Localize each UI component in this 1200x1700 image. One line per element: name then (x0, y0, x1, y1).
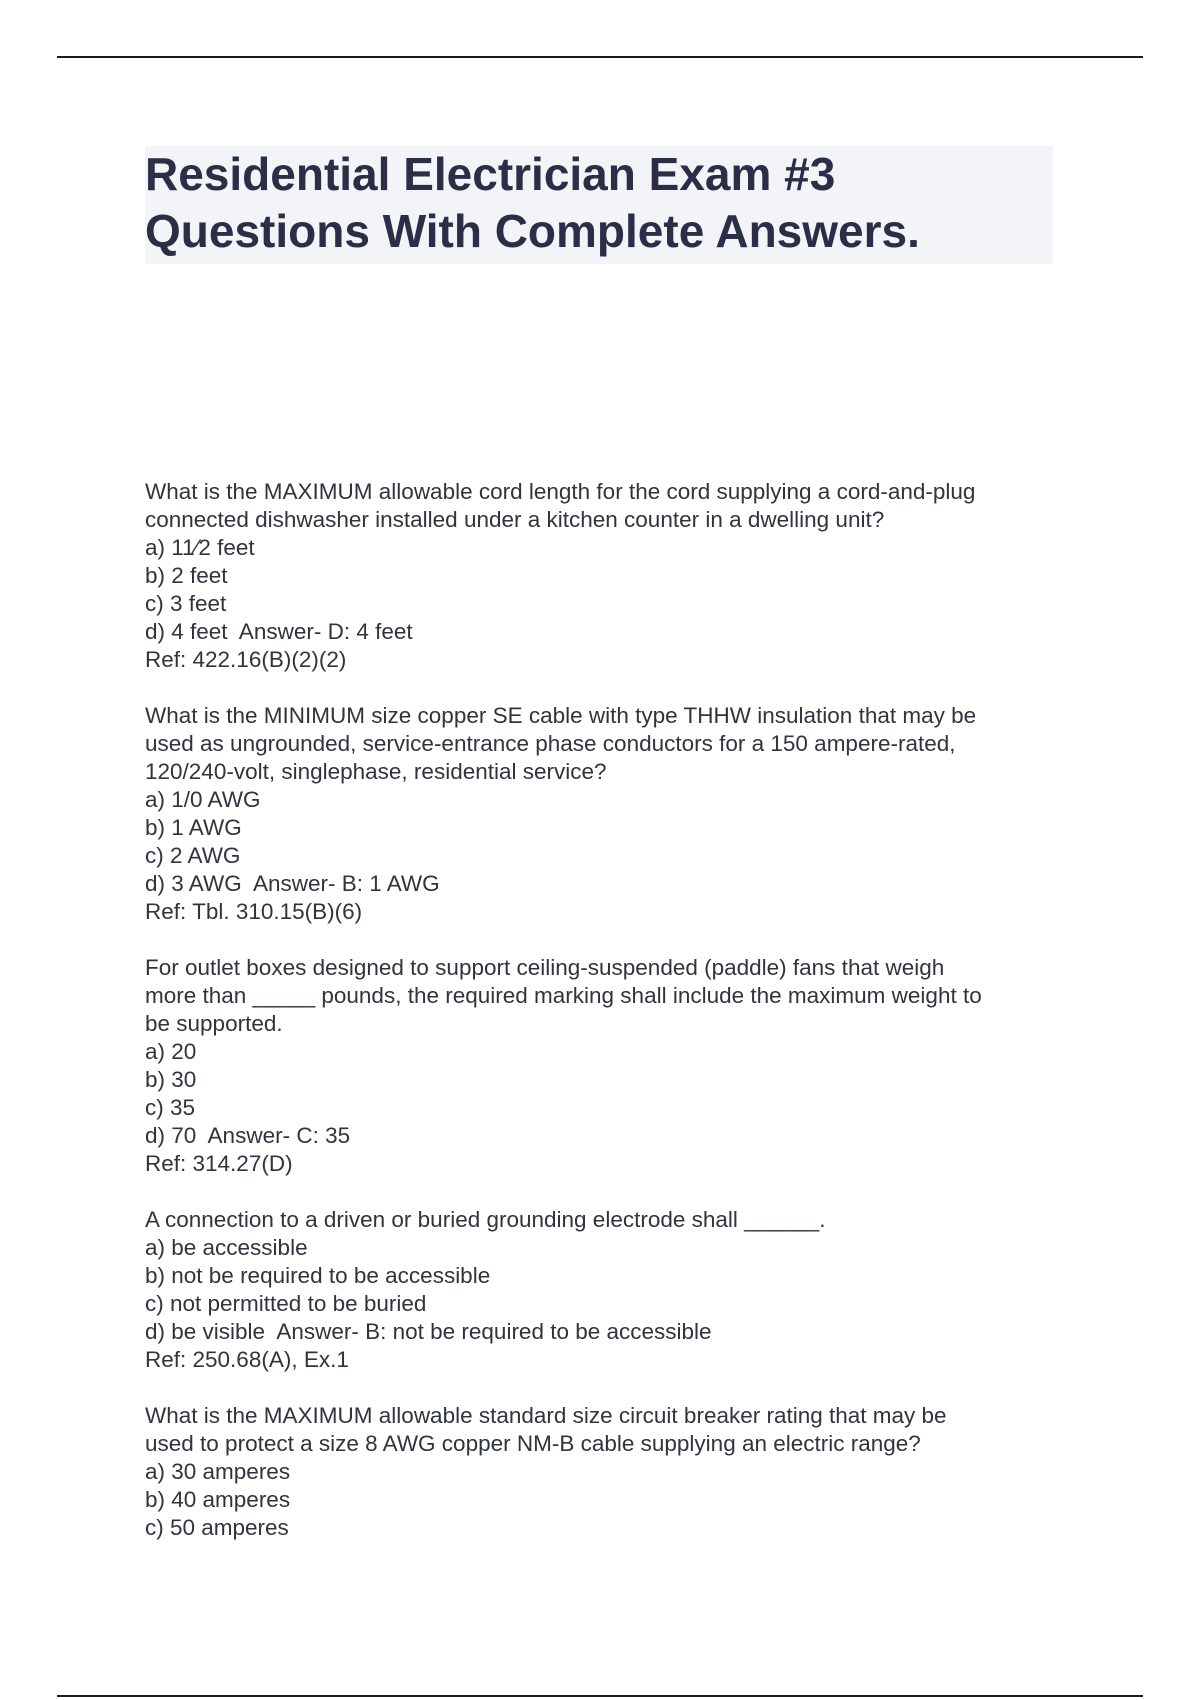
reference: Ref: 250.68(A), Ex.1 (145, 1347, 349, 1372)
option-d-answer: d) 70 Answer- C: 35 (145, 1123, 351, 1148)
question-text: used to protect a size 8 AWG copper NM-B cable supplying an electric range? (145, 1431, 921, 1456)
option-c: c) 35 (145, 1095, 196, 1120)
option-b: b) 30 (145, 1067, 197, 1092)
question-text: What is the MAXIMUM allowable standard size circuit breaker rating that may be (145, 1403, 947, 1428)
option-d-answer: d) be visible Answer- B: not be required to be accessible (145, 1319, 712, 1344)
option-b: b) not be required to be accessible (145, 1263, 491, 1288)
option-a: a) 30 amperes (145, 1459, 291, 1484)
question-text: connected dishwasher installed under a kitchen counter in a dwelling unit? (145, 507, 885, 532)
option-b: b) 40 amperes (145, 1487, 291, 1512)
question-text: more than _____ pounds, the required marking shall include the maximum weight to (145, 983, 982, 1008)
questions-list (145, 478, 1065, 1570)
option-d-answer: d) 3 AWG Answer- B: 1 AWG (145, 871, 440, 896)
top-rule (57, 56, 1143, 58)
question-text: For outlet boxes designed to support ceiling-suspended (paddle) fans that weigh (145, 955, 945, 980)
question-text: 120/240-volt, singlephase, residential service? (145, 759, 607, 784)
question-text: used as ungrounded, service-entrance phase conductors for a 150 ampere-rated, (145, 731, 956, 756)
title-line-2: Questions With Complete Answers. (145, 205, 920, 257)
option-a: a) 20 (145, 1039, 197, 1064)
question-5 (145, 1402, 1065, 1542)
option-a: a) be accessible (145, 1235, 308, 1260)
question-text: What is the MAXIMUM allowable cord length for the cord supplying a cord-and-plug (145, 479, 976, 504)
option-c: c) 50 amperes (145, 1515, 289, 1540)
bottom-rule (57, 1695, 1143, 1697)
option-b: b) 2 feet (145, 563, 228, 588)
option-c: c) 3 feet (145, 591, 227, 616)
question-1 (145, 478, 1065, 674)
option-c: c) not permitted to be buried (145, 1291, 427, 1316)
question-3 (145, 954, 1065, 1178)
option-a: a) 1/0 AWG (145, 787, 261, 812)
reference: Ref: Tbl. 310.15(B)(6) (145, 899, 363, 924)
question-text: be supported. (145, 1011, 283, 1036)
document-title (145, 146, 1053, 264)
option-d-answer: d) 4 feet Answer- D: 4 feet (145, 619, 413, 644)
question-text: A connection to a driven or buried grounding electrode shall ______. (145, 1207, 826, 1232)
option-a: a) 11⁄2 feet (145, 535, 255, 560)
question-2 (145, 702, 1065, 926)
option-b: b) 1 AWG (145, 815, 242, 840)
question-text: What is the MINIMUM size copper SE cable with type THHW insulation that may be (145, 703, 977, 728)
option-c: c) 2 AWG (145, 843, 241, 868)
question-4 (145, 1206, 1065, 1374)
title-line-1: Residential Electrician Exam #3 (145, 148, 836, 200)
reference: Ref: 422.16(B)(2)(2) (145, 647, 347, 672)
reference: Ref: 314.27(D) (145, 1151, 293, 1176)
